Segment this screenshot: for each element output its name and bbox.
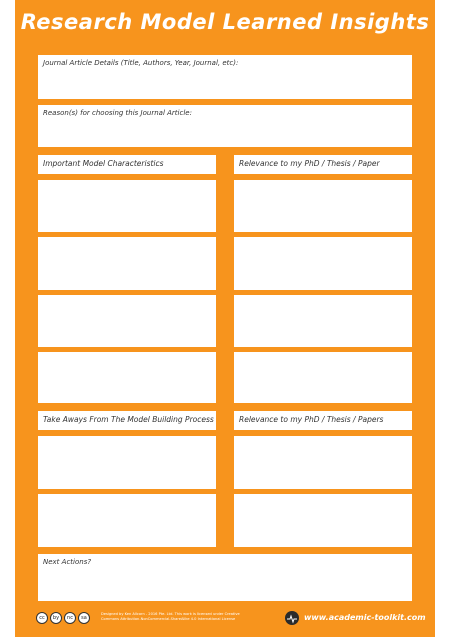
relevance-cell-4[interactable]: [234, 352, 412, 403]
relevance-label-2: Relevance to my PhD / Thesis / Papers: [239, 415, 384, 424]
relevance-header-1: [234, 155, 412, 174]
relevance-2-cell-2[interactable]: [234, 494, 412, 547]
model-characteristics-header: [38, 155, 216, 174]
take-aways-cell-1[interactable]: [38, 436, 216, 489]
relevance-cell-3[interactable]: [234, 295, 412, 347]
model-characteristics-cell-1[interactable]: [38, 180, 216, 232]
next-actions-label: Next Actions?: [43, 558, 92, 566]
credit-line-1: Designed by Ken Allcorn - 2016 Pte. Ltd. This work is licensed under Creative: [101, 612, 240, 616]
model-characteristics-cell-2[interactable]: [38, 237, 216, 290]
model-characteristics-label: Important Model Characteristics: [43, 159, 164, 168]
nc-icon: nc: [64, 612, 76, 624]
relevance-label-1: Relevance to my PhD / Thesis / Paper: [239, 159, 380, 168]
cc-icon: cc: [36, 612, 48, 624]
sa-icon: sa: [78, 612, 90, 624]
by-icon: by: [50, 612, 62, 624]
take-aways-cell-2[interactable]: [38, 494, 216, 547]
relevance-cell-1[interactable]: [234, 180, 412, 232]
reason-label: Reason(s) for choosing this Journal Article:: [43, 109, 192, 117]
worksheet: [15, 0, 435, 637]
model-characteristics-cell-4[interactable]: [38, 352, 216, 403]
pulse-logo-icon: [285, 611, 299, 625]
credit-text: [101, 612, 276, 621]
reason-box[interactable]: [38, 105, 412, 147]
website-link[interactable]: www.academic-toolkit.com: [304, 613, 426, 622]
next-actions-box[interactable]: [38, 554, 412, 601]
journal-details-box[interactable]: [38, 55, 412, 99]
model-characteristics-cell-3[interactable]: [38, 295, 216, 347]
page-title: Research Model Learned Insights: [20, 10, 430, 34]
relevance-header-2: [234, 411, 412, 430]
footer: [15, 606, 435, 631]
relevance-2-cell-1[interactable]: [234, 436, 412, 489]
relevance-cell-2[interactable]: [234, 237, 412, 290]
journal-details-label: Journal Article Details (Title, Authors, Year, Journal, etc):: [43, 59, 239, 67]
credit-line-2: Commons Attribution-NonCommercial-ShareAlike 4.0 International License: [101, 616, 236, 621]
take-aways-header: [38, 411, 216, 430]
license-icons: [36, 612, 90, 624]
take-aways-label: Take Aways From The Model Building Process: [43, 415, 214, 424]
